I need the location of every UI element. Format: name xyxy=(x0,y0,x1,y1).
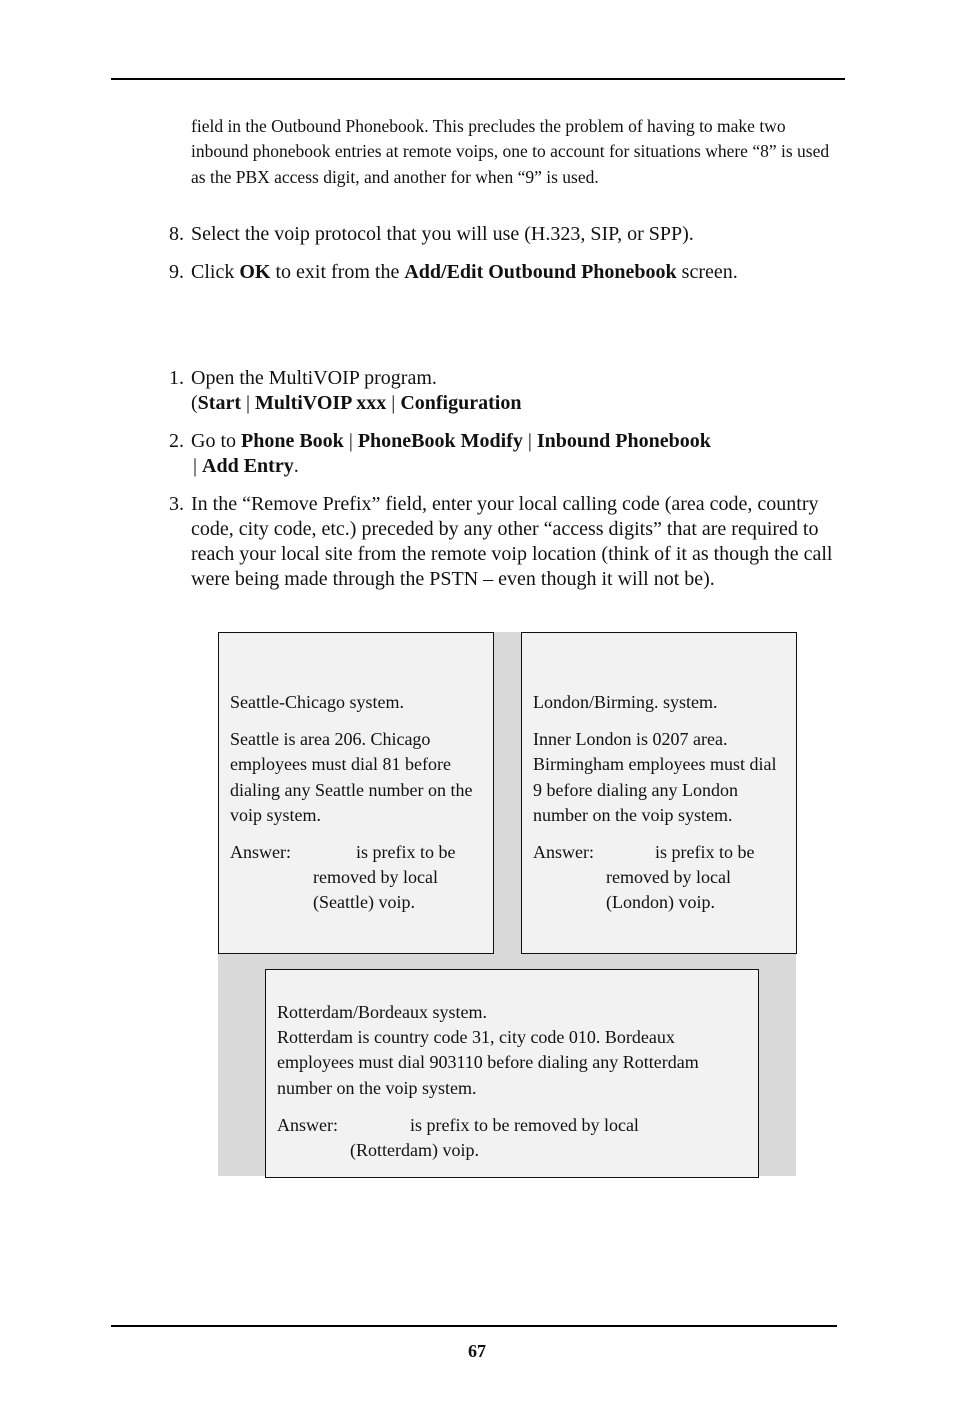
step-text: to exit from the xyxy=(270,261,405,283)
step-number: 3. xyxy=(169,493,184,515)
step-number: 8. xyxy=(169,223,184,245)
step-2 xyxy=(169,429,831,479)
example-heading: Seattle-Chicago system. xyxy=(230,692,404,712)
intro-note: field in the Outbound Phonebook. This precludes the problem of having to make two inbound phonebook entries at remote voips, one to account for situations where “8” is used as the PBX access digit, and another for when “9” is used. xyxy=(191,116,830,187)
example-answer xyxy=(533,840,786,916)
screen-name: Add/Edit Outbound Phonebook xyxy=(404,261,677,283)
answer-text: is prefix to be removed by local (Rotterdam) voip. xyxy=(350,1114,639,1161)
step-8 xyxy=(169,222,831,247)
step-1 xyxy=(169,366,831,416)
step-text: screen. xyxy=(676,261,738,283)
answer-label: Answer: xyxy=(230,842,291,863)
page-number: 67 xyxy=(468,1341,486,1361)
step-text: Select the voip protocol that you will use (H.323, SIP, or SPP). xyxy=(191,223,694,245)
example-body: Rotterdam is country code 31, city code 010. Bordeaux employees must dial 903110 before dialing any Rotterdam number on the voip system. xyxy=(277,1027,699,1098)
example-seattle xyxy=(218,632,494,954)
example-body: Inner London is 0207 area. Birmingham employees must dial 9 before dialing any London number on the voip system. xyxy=(533,729,777,825)
answer-label: Answer: xyxy=(277,1114,338,1135)
answer-text: is prefix to be removed by local (Seattle) voip. xyxy=(313,842,456,913)
example-answer xyxy=(277,1113,748,1163)
step-9 xyxy=(169,260,831,285)
ok-label: OK xyxy=(239,261,271,283)
step-number: 2. xyxy=(169,430,184,452)
answer-label: Answer: xyxy=(533,842,594,863)
step-text: Open the MultiVOIP program. xyxy=(191,367,437,389)
example-rotterdam xyxy=(265,969,759,1178)
menu-path: (Start | MultiVOIP xxx | Configuration xyxy=(191,392,522,414)
step-number: 1. xyxy=(169,367,184,389)
footer-rule xyxy=(111,1325,837,1327)
header-rule xyxy=(111,78,845,80)
example-london xyxy=(521,632,797,954)
step-number: 9. xyxy=(169,261,184,283)
example-body: Seattle is area 206. Chicago employees must dial 81 before dialing any Seattle number on the voip system. xyxy=(230,729,473,825)
step-text: In the “Remove Prefix” field, enter your local calling code (area code, country code, city code, etc.) preceded by any other “access digits” that are required to reach your local site from the remote voip location (think of it as though the call were being made through the PSTN – even though it will not be). xyxy=(191,493,833,590)
menu-path: Go to Phone Book | PhoneBook Modify | Inbound Phonebook xyxy=(191,430,711,452)
step-text: Click xyxy=(191,261,240,283)
example-answer xyxy=(230,840,483,916)
example-heading: Rotterdam/Bordeaux system. xyxy=(277,1002,487,1022)
menu-path-cont: | Add Entry. xyxy=(193,455,299,477)
example-heading: London/Birming. system. xyxy=(533,692,718,712)
step-3 xyxy=(169,492,841,592)
answer-text: is prefix to be removed by local (London) voip. xyxy=(606,842,755,913)
